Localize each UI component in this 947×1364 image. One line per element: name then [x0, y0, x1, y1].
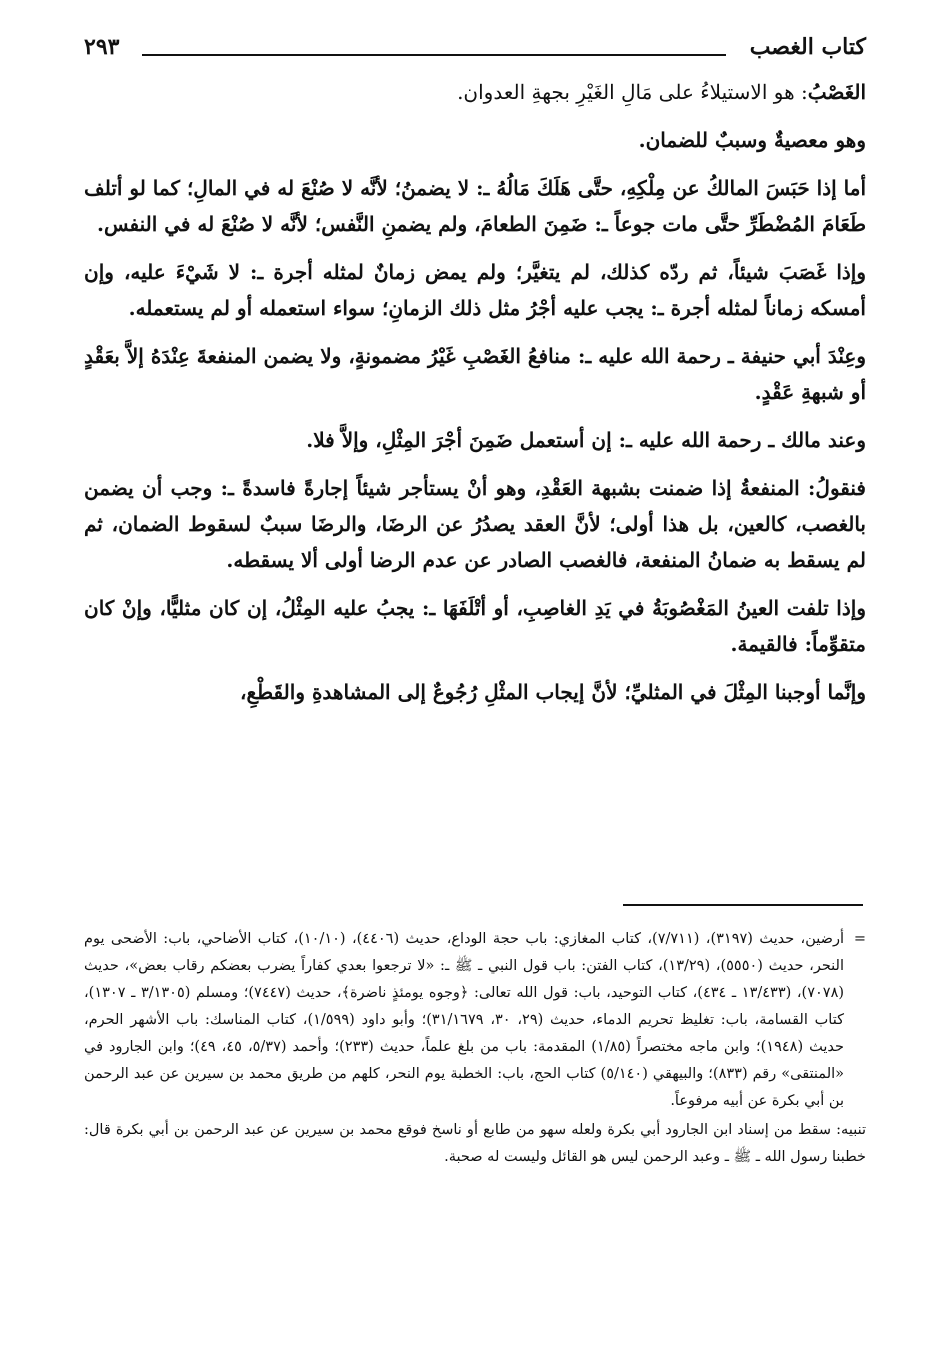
defined-term: الغَصْبُ — [807, 80, 866, 104]
paragraph-8: وإذا تلفت العينُ المَغْصُوبَةُ في يَدِ الغاصِبِ، أو أتْلَفَهَا ـ: يجبُ عليه المِثْلُ، إن كان مثليًّا، وإنْ كان متقوِّماً: فالقيمة. — [84, 596, 866, 656]
continuation-marker: = — [853, 931, 866, 947]
footnote-continuation — [84, 926, 866, 1115]
header-rule — [142, 54, 726, 56]
paragraph-9: وإنَّما أوجبنا المِثْلَ في المثليِّ؛ لأنَّ إيجاب المثْلِ رُجُوعٌ إلى المشاهدةِ والقَطْعِ، — [240, 680, 866, 704]
page-number: ٢٩٣ — [84, 34, 120, 60]
paragraph-5: وعِنْدَ أبي حنيفة ـ رحمة الله عليه ـ: منافعُ الغَصْبِ غَيْرُ مضمونةٍ، ولا يضمن المنفعةَ عِنْدَهُ إلاَّ بعَقْدٍ أو شبهةِ عَقْدٍ. — [84, 344, 866, 404]
definition-text: : هو الاستيلاءُ على مَالِ الغَيْرِ بجهةِ العدوان. — [457, 80, 808, 104]
paragraph-7: فنقولُ: المنفعةُ إذا ضمنت بشبهة العَقْدِ، وهو أنْ يستأجر شيئاً إجارةً فاسدةً ـ: وجب أن يضمن بالغصب، كالعين، بل هذا أولى؛ لأنَّ العقد يصدُرُ عن الرضَا، والرضَا سببٌ لسقوط الضمان، ثم لم يسقط به ضمانُ المنفعة، فالغصب الصادر عن عدم الرضا أولى ألا يسقطه. — [84, 476, 866, 572]
paragraph-3: أما إذا حَبَسَ المالكُ عن مِلْكِهِ، حتَّى هَلَكَ مَالُهُ ـ: لا يضمنُ؛ لأنَّه لا صُنْعَ له في المالِ؛ كما لو أتلف طَعَامَ المُضْطَرِّ حتَّى مات جوعاً ـ: ضَمِنَ الطعامَ، ولم يضمنِ النَّفس؛ لأنَّه لا صُنْعَ له في النفس. — [84, 176, 866, 236]
chapter-title: كتاب الغصب — [749, 34, 866, 60]
footnote-note: تنبيه: سقط من إسناد ابن الجارود أبي بكرة ولعله سهو من طابع أو ناسخ فوقع محمد بن سيرين عن عبد الرحمن بن أبي بكرة قال: خطبنا رسول الله ـ ﷺ ـ وعبد الرحمن ليس هو القائل وليست له صحبة. — [84, 1122, 866, 1165]
paragraph-6: وعند مالك ـ رحمة الله عليه ـ: إن أستعمل ضَمِنَ أجْرَ المِثْلِ، وإلاَّ فلا. — [306, 428, 866, 452]
footnote-separator — [623, 904, 863, 906]
footnote-text: أرضين، حديث (٣١٩٧)، (٧/٧١١)، كتاب المغازي: باب حجة الوداع، حديث (٤٤٠٦)، (١٠/١٠)، كتاب الأضاحي، باب: الأضحى يوم النحر، حديث (٥٥٥٠)، (١٣/٢٩)، كتاب الفتن: باب قول النبي ـ ﷺ ـ: «لا ترجعوا بعدي كفاراً يضرب بعضكم رقاب بعض»، حديث (٧٠٧٨)، (١٣/٤٣٣ ـ ٤٣٤)، كتاب التوحيد، باب: قول الله تعالى: ﴿وجوه يومئذٍ ناضرة﴾، حديث (٧٤٤٧)؛ ومسلم (٣/١٣٠٥ ـ ١٣٠٧)، كتاب القسامة، باب: تغليظ تحريم الدماء، حديث (٢٩، ٣٠، ٣١/١٦٧٩)؛ وأبو داود (١/٥٩٩)، كتاب المناسك: باب الأشهر الحرم، حديث (١٩٤٨)؛ وابن ماجه مختصراً (١/٨٥) المقدمة: باب من بلغ علماً، حديث (٢٣٣)؛ وأحمد (٥/٣٧، ٤٥، ٤٩)؛ وابن الجارود في «المنتقى» رقم (٨٣٣)؛ والبيهقي (٥/١٤٠) كتاب الحج، باب: الخطبة يوم النحر، كلهم من طريق محمد بن سيرين عن عبد الرحمن بن أبي بكرة عن أبيه مرفوعاً. — [84, 931, 845, 1109]
page-header — [84, 28, 866, 68]
paragraph-2: وهو معصيةٌ وسببٌ للضمان. — [638, 128, 866, 152]
paragraph-definition — [84, 74, 866, 110]
footnotes — [84, 926, 866, 1171]
main-text — [84, 74, 866, 722]
paragraph-4: وإذا غَصَبَ شيئاً، ثم ردّه كذلك، لم يتغيَّر؛ ولم يمض زمانٌ لمثله أجرة ـ: لا شَيْءَ عليه، وإن أمسكه زماناً لمثله أجرة ـ: يجب عليه أجْرُ مثل ذلك الزمانِ؛ سواء استعمله أو لم يستعمله. — [84, 260, 866, 320]
